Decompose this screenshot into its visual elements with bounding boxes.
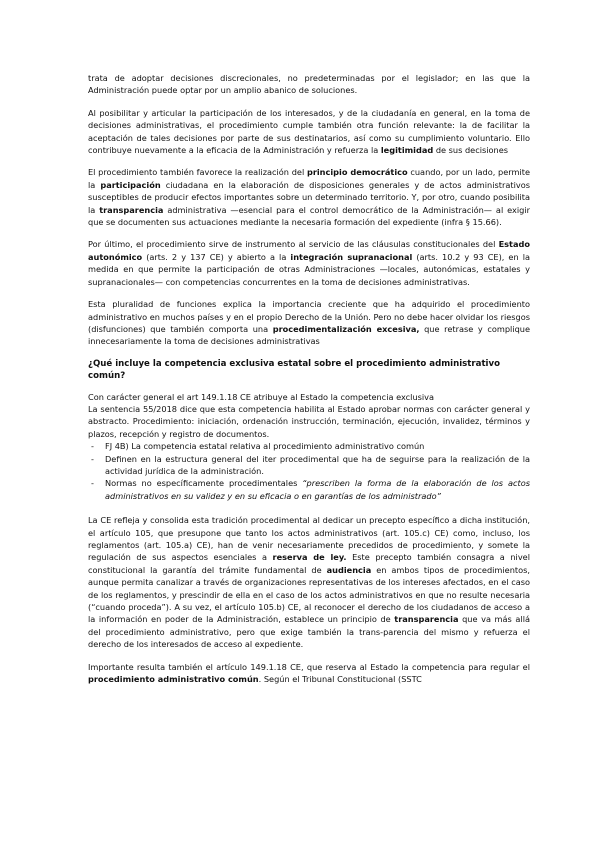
paragraph-1: trata de adoptar decisiones discrecionales, no predeterminadas por el legislador; en las que la Administración puede optar por un amplio abanico de soluciones. [88, 73, 530, 96]
text: que va más allá del procedimiento administrativo, pero que exige también la trans-parencia del mismo y refuerza el derecho de los interesados de acceso al expediente. [88, 614, 530, 650]
bold-term: transparencia [394, 614, 459, 625]
text: El procedimiento también favorece la realización del [88, 167, 307, 178]
dash-icon: - [91, 478, 94, 489]
dash-icon: - [91, 441, 94, 452]
list-item-text: Normas no específicamente procedimentales [105, 478, 303, 489]
text: . Según el Tribunal Constitucional (SSTC [258, 674, 422, 685]
quote-italic: “prescriben la forma de la elaboración de los actos administrativos en su validez y en su eficacia o en garantías de los administrado” [105, 478, 530, 501]
text: Este precepto también consagra a nivel constitucional la garantía del trámite fundamental de [88, 552, 530, 575]
section-line-2: La sentencia 55/2018 dice que esta competencia habilita al Estado aprobar normas con carácter general y abstracto. Procedimiento: iniciación, ordenación instrucción, terminación, ejecución, invalidez, términos y plazos, recepción y registro de documentos. [88, 403, 530, 439]
bold-term: transparencia [99, 204, 164, 215]
text: de sus decisiones [433, 145, 509, 156]
paragraph-4 [88, 238, 530, 288]
paragraph-6 [88, 514, 530, 650]
text: cuando, por un lado, permite la [88, 167, 530, 190]
paragraph-3 [88, 166, 530, 228]
list-item [88, 477, 530, 502]
bold-term: procedimiento administrativo común [88, 674, 259, 685]
paragraph-7 [88, 661, 530, 686]
text: ciudadana en la elaboración de disposiciones generales y de actos administrativos susceptibles de producir efectos importantes sobre un determinado territorio. Y, por otro, cuando posibilita la [88, 179, 530, 215]
text: que retrase y complique innecesariamente la toma de decisiones administrativas [88, 323, 530, 347]
paragraph-2 [88, 107, 530, 157]
text: (arts. 2 y 137 CE) y abierto a la [142, 251, 291, 262]
text: (arts. 10.2 y 93 CE), en la medida en que permite la participación de otras Administraciones —locales, autonómicas, estatales y supranacionales— con competencias concurrentes en la toma de decisiones administrativas. [88, 251, 531, 287]
text: Por último, el procedimiento sirve de instrumento al servicio de las cláusulas constitucionales del [88, 239, 499, 250]
bold-term: Estado autonómico [88, 239, 530, 262]
bold-term: integración supranacional [290, 251, 413, 262]
text: administrativa —esencial para el control democrático de la Administración— al exigir que se documenten sus actuaciones mediante la necesaria formación del expediente (infra § 15.66). [88, 204, 530, 228]
bold-term: legitimidad [380, 145, 434, 156]
section-line-1: Con carácter general el art 149.1.18 CE atribuye al Estado la competencia exclusiva [88, 391, 435, 402]
list-item-text: Definen en la estructura general del iter procedimental que ha de seguirse para la realización de la actividad jurídica de la administración. [105, 453, 530, 476]
list-item [88, 440, 530, 452]
text: Al posibilitar y articular la participación de los interesados, y de la ciudadanía en general, en la toma de decisiones administrativas, el procedimiento cumple también otra función relevante: la de facilitar la aceptación de tales decisiones por parte de sus destinatarios, así como su cumplimiento voluntario. Ello contribuye nuevamente a la eficacia de la Administración y refuerza la [88, 107, 530, 156]
list-item [88, 453, 530, 478]
bold-term: audiencia [326, 564, 372, 575]
bold-term: reserva de ley. [272, 552, 347, 563]
text: en ambos tipos de procedimientos, aunque permita canalizar a través de organizaciones representativas de los intereses afectados, en el caso de los reglamentos, y prescindir de ella en el caso de los actos administrativos en que no resulte necesaria (“cuando proceda”). A su vez, el artículo 105.b) CE, al reconocer el derecho de los ciudadanos de acceso a la información en poder de la Administración, establece un principio de [88, 564, 530, 625]
bullet-list [88, 440, 530, 502]
bold-term: participación [100, 179, 161, 190]
document-page [88, 72, 530, 695]
text: La CE refleja y consolida esta tradición procedimental al dedicar un precepto específico a dicha institución, el artículo 105, que presupone que tanto los actos administrativos (art. 105.c) CE) como, incluso, los reglamentos (art. 105.a) CE), han de venir necesariamente precedidos de procedimiento, y somete la regulación de sus aspectos esenciales a [88, 515, 530, 563]
bold-term: principio democrático [306, 167, 408, 178]
text: Importante resulta también el artículo 149.1.18 CE, que reserva al Estado la competencia para regular el [88, 661, 530, 672]
section-heading: ¿Qué incluye la competencia exclusiva estatal sobre el procedimiento administrativo común? [88, 358, 501, 382]
bold-term: procedimentalización excesiva, [272, 323, 420, 334]
list-item-text: FJ 4B) La competencia estatal relativa al procedimiento administrativo común [105, 441, 425, 452]
dash-icon: - [91, 453, 94, 464]
paragraph-5 [88, 298, 530, 348]
text: Esta pluralidad de funciones explica la importancia creciente que ha adquirido el procedimiento administrativo en muchos países y en el propio Derecho de la Unión. Pero no debe hacer olvidar los riesgos (disfunciones) que también comporta una [88, 299, 530, 334]
